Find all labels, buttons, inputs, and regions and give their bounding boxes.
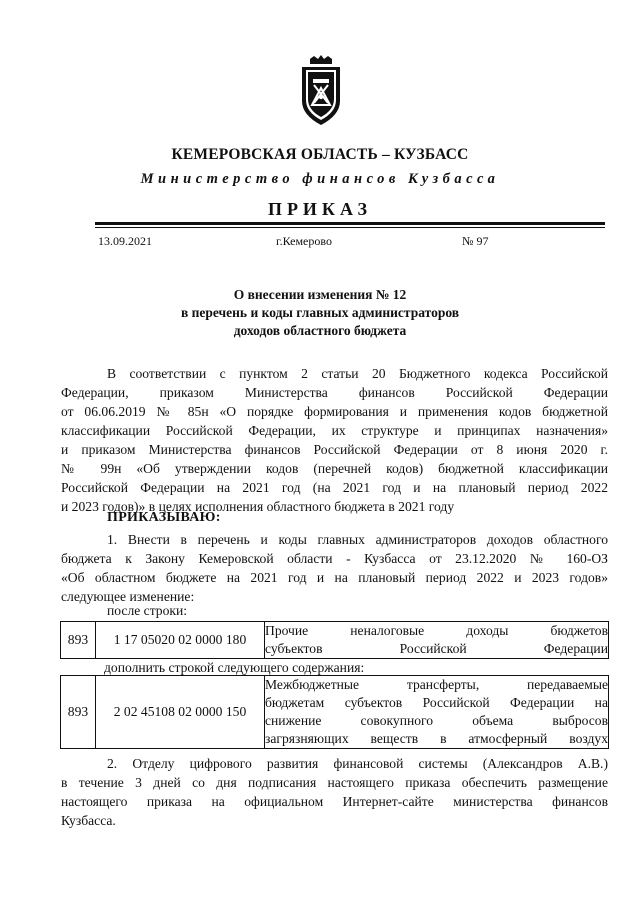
text-line: 2. Отделу цифрового развития финансовой системы (Александров А.В.) (107, 756, 608, 771)
text-line: Федерации, приказом Министерства финансов Российской Федерации (61, 385, 608, 400)
text-line: Кузбасса. (61, 813, 116, 828)
existing-row-table (60, 621, 609, 659)
text-line: «Об областном бюджете на 2021 год и на плановый период 2022 и 2023 годов» (61, 570, 608, 585)
text-line: следующее изменение: (61, 589, 195, 604)
title-line: в перечень и коды главных администраторов (180, 305, 460, 320)
preamble-paragraph (61, 364, 608, 516)
document-type: ПРИКАЗ (267, 199, 373, 219)
header-rule-thin (95, 227, 605, 228)
revenue-name-cell (265, 622, 609, 659)
text-line: классификации Российской Федерации, их структуре и принципах назначения» (61, 423, 608, 438)
text-line: бюджетам субъектов Российской Федерации на (265, 695, 608, 710)
item-1-paragraph (61, 530, 608, 606)
add-row-label: дополнить строкой следующего содержания: (104, 660, 365, 675)
coat-of-arms-icon (296, 55, 346, 127)
text-line: и 2023 годов)» в целях исполнения областного бюджета в 2021 году (61, 499, 455, 514)
text-line: Прочие неналоговые доходы бюджетов (265, 623, 608, 638)
kbk-cell: 1 17 05020 02 0000 180 (96, 622, 265, 659)
order-date: 13.09.2021 (98, 234, 152, 248)
text-line: субъектов Российской Федерации (265, 641, 608, 656)
text-line: настоящего приказа на официальном Интернет-сайте министерства финансов (61, 794, 608, 809)
title-line: О внесении изменения № 12 (233, 287, 407, 302)
text-line: в течение 3 дней со дня подписания настоящего приказа обеспечить размещение (61, 775, 608, 790)
text-line: загрязняющих веществ в атмосферный воздух (265, 731, 608, 746)
ministry-name: Министерство финансов Кузбасса (140, 171, 500, 187)
text-line: 1. Внести в перечень и коды главных администраторов доходов областного (107, 532, 608, 547)
text-line: Российской Федерации на 2021 год (на 2021 год и на плановый период 2022 (61, 480, 608, 495)
title-line: доходов областного бюджета (233, 323, 407, 338)
new-row-table (60, 675, 609, 749)
item-2-paragraph (61, 754, 608, 830)
admin-code-cell: 893 (61, 622, 96, 659)
order-word: ПРИКАЗЫВАЮ: (107, 510, 221, 525)
region-heading: КЕМЕРОВСКАЯ ОБЛАСТЬ – КУЗБАСС (171, 146, 469, 163)
table-row (61, 676, 609, 749)
after-row-label: после строки: (107, 603, 188, 618)
kbk-cell: 2 02 45108 02 0000 150 (96, 676, 265, 749)
order-number: № 97 (462, 234, 489, 248)
text-line: Межбюджетные трансферты, передаваемые (265, 677, 608, 692)
revenue-name-cell (265, 676, 609, 749)
table-row (61, 622, 609, 659)
header-rule-thick (95, 222, 605, 225)
text-line: и приказом Министерства финансов Российской Федерации от 8 июня 2020 г. (61, 442, 608, 457)
text-line: снижение совокупного объема выбросов (265, 713, 608, 728)
order-city: г.Кемерово (276, 234, 332, 248)
text-line: бюджета к Закону Кемеровской области - Кузбасса от 23.12.2020 № 160-ОЗ (61, 551, 608, 566)
text-line: от 06.06.2019 № 85н «О порядке формирования и применения кодов бюджетной (61, 404, 608, 419)
text-line: В соответствии с пунктом 2 статьи 20 Бюджетного кодекса Российской (107, 366, 608, 381)
admin-code-cell: 893 (61, 676, 96, 749)
order-title (0, 286, 640, 340)
text-line: № 99н «Об утверждении кодов (перечней кодов) бюджетной классификации (61, 461, 608, 476)
